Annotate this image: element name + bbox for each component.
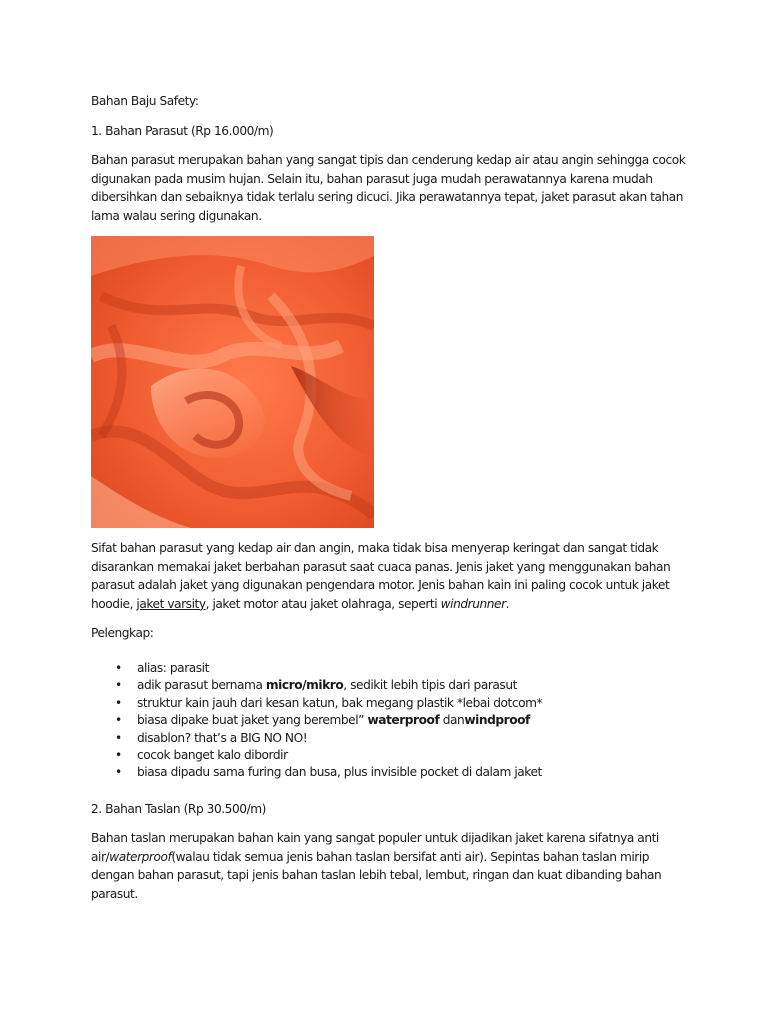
paragraph-line: dengan bahan parasut, tapi jenis bahan taslan lebih tebal, lembut, ringan dan kuat dibanding bahan: [91, 868, 662, 883]
sifat-paragraph: [91, 539, 683, 613]
jaket-varsity-link[interactable]: jaket varsity: [136, 596, 206, 611]
italic-text: waterproof: [109, 849, 172, 864]
paragraph-line: [91, 848, 683, 867]
list-item: [91, 660, 683, 677]
pelengkap-label: Pelengkap:: [91, 626, 154, 640]
text-fragment: hoodie,: [91, 596, 137, 611]
text-fragment: biasa dipake buat jaket yang berembel”: [137, 713, 368, 728]
text-fragment: , jaket motor atau jaket olahraga, seperti: [205, 596, 441, 611]
list-item: [91, 677, 683, 694]
paragraph-line: [91, 595, 683, 614]
bullet-icon: •: [115, 765, 122, 780]
taslan-paragraph: [91, 829, 683, 903]
orange-parachute-fabric-image: [91, 236, 374, 528]
document-heading: Bahan Baju Safety:: [91, 94, 199, 108]
text-fragment: .: [505, 596, 510, 611]
bold-text: micro/mikro: [265, 678, 344, 693]
paragraph-line: Bahan taslan merupakan bahan kain yang sangat populer untuk dijadikan jaket karena sifatnya anti: [91, 831, 659, 845]
pelengkap-list: [91, 660, 683, 782]
list-item: [91, 730, 683, 747]
list-item-text: biasa dipadu sama furing dan busa, plus invisible pocket di dalam jaket: [137, 765, 542, 780]
section-1-paragraph: [91, 151, 686, 225]
fabric-illustration: [91, 236, 374, 528]
bullet-icon: •: [115, 661, 122, 675]
paragraph-line: disarankan memakai jaket berbahan parasut saat cuaca panas. Jenis jaket yang menggunakan bahan: [91, 559, 671, 574]
list-item: [91, 712, 683, 729]
list-item: [91, 747, 683, 764]
bullet-icon: •: [115, 747, 122, 762]
text-fragment: dan: [439, 713, 465, 728]
bullet-icon: •: [115, 695, 122, 710]
paragraph-line: lama walau sering digunakan.: [91, 208, 262, 223]
paragraph-line: dibersihkan dan sebaiknya tidak terlalu sering dicuci. Jika perawatannya tepat, jaket parasut akan tahan: [91, 190, 684, 205]
list-item: [91, 764, 683, 781]
list-item-text: cocok banget kalo dibordir: [137, 747, 288, 762]
bold-text: windproof: [464, 713, 530, 728]
bullet-icon: •: [115, 678, 122, 693]
paragraph-line: Sifat bahan parasut yang kedap air dan angin, maka tidak bisa menyerap keringat dan sangat tidak: [91, 541, 659, 555]
paragraph-line: parasut adalah jaket yang digunakan pengendara motor. Jenis bahan kain ini paling cocok untuk jaket: [91, 578, 670, 593]
list-item-text: disablon? that’s a BIG NO NO!: [137, 730, 308, 745]
bold-text: waterproof: [367, 713, 440, 728]
list-item-text: alias: parasit: [137, 661, 209, 675]
paragraph-line: digunakan pada musim hujan. Selain itu, bahan parasut juga mudah perawatannya karena mudah: [91, 171, 653, 186]
section-1-title: 1. Bahan Parasut (Rp 16.000/m): [91, 124, 274, 138]
list-item: [91, 695, 683, 712]
text-fragment: , sedikit lebih tipis dari parasut: [343, 678, 517, 693]
bullet-icon: •: [115, 713, 122, 728]
text-fragment: (walau tidak semua jenis bahan taslan bersifat anti air). Sepintas bahan taslan mirip: [171, 849, 650, 864]
paragraph-line: Bahan parasut merupakan bahan yang sangat tipis dan cenderung kedap air atau angin sehingga cocok: [91, 153, 686, 167]
bullet-icon: •: [115, 730, 122, 745]
text-fragment: air/: [91, 849, 110, 864]
italic-text: windrunner: [440, 596, 506, 611]
text-fragment: adik parasut bernama: [137, 678, 266, 693]
list-item-text: struktur kain jauh dari kesan katun, bak megang plastik *lebai dotcom*: [137, 695, 543, 710]
section-2-title: 2. Bahan Taslan (Rp 30.500/m): [91, 802, 266, 816]
paragraph-line: parasut.: [91, 886, 138, 901]
